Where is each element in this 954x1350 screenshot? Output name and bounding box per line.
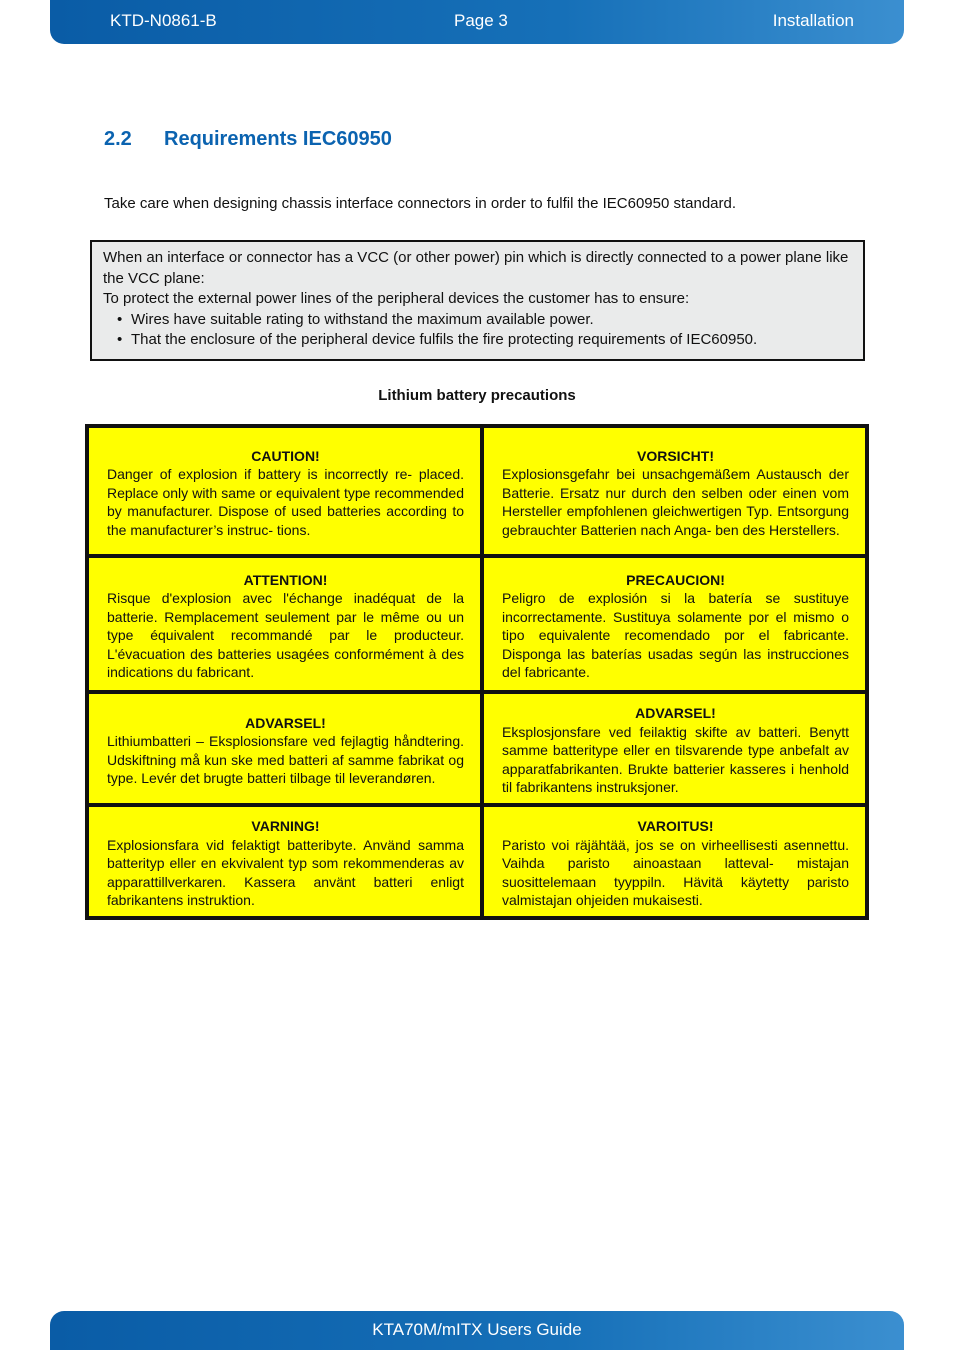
note-bullet: • That the enclosure of the peripheral device fulfils the fire protecting requirements of IEC60950. (131, 330, 852, 351)
precaution-cell-danish (87, 692, 482, 805)
cell-text: Paristo voi räjähtää, jos se on virheellisesti asennettu. Vaihda paristo ainoastaan latteval- mistajan suosittelemaan tyyppiln. Hävitä käytetty paristo valmistajan ohjeiden mukaisesti. (502, 836, 849, 909)
cell-title: ATTENTION! (243, 571, 328, 588)
requirement-note-box (90, 240, 865, 361)
precaution-cell-english (87, 426, 482, 556)
section-title: Requirements IEC60950 (164, 128, 392, 150)
cell-text: Danger of explosion if battery is incorrectly re- placed. Replace only with same or equivalent type recommended by manufacturer. Dispose of used batteries according to the manufacturer’s instruc- tions. (107, 466, 464, 538)
cell-text: Lithiumbatteri – Eksplosionsfare ved fejlagtig håndtering. Udskiftning må kun ske med batteri af samme fabrikat og type. Levér det brugte batteri tilbage til leverandøren. (107, 733, 464, 786)
precaution-cell-finnish (482, 805, 867, 918)
cell-text: Explosionsfara vid felaktigt batteribyte. Använd samma batterityp eller en ekvivalent typ som rekommenderas av apparattillverkaren. Kassera använt batteri enligt fabrikantens instruktion. (107, 836, 464, 909)
note-bullet: • Wires have suitable rating to withstand the maximum available power. (131, 310, 852, 331)
note-bullet-list (103, 310, 852, 351)
precaution-cell-german (482, 426, 867, 556)
intro-paragraph: Take care when designing chassis interface connectors in order to fulfil the IEC60950 standard. (104, 195, 737, 212)
cell-text: Risque d'explosion avec l'échange inadéquat de la batterie. Remplacement seulement par le même ou un type équivalent recommandé par le producteur. L'évacuation des batteries usagées conformément à des indications du fabricant. (107, 590, 464, 680)
section-heading (104, 128, 392, 151)
cell-title: CAUTION! (251, 447, 320, 464)
note-line-1: When an interface or connector has a VCC (or other power) pin which is directly connected to a power plane like the VCC plane: (103, 249, 849, 287)
footer-title: KTA70M/mITX Users Guide (372, 1320, 582, 1339)
cell-text: Eksplosjonsfare ved feilaktig skifte av batteri. Benytt samme batteritype eller en tilsvarende type anbefalt av apparatfabrikanten. Brukte batterier kasseres i henhold til fabrikantens instruksjoner. (502, 723, 849, 796)
page-header (50, 0, 904, 44)
document-id: KTD-N0861-B (110, 11, 217, 30)
page-footer (50, 1311, 904, 1350)
cell-text: Explosionsgefahr bei unsachgemäßem Austausch der Batterie. Ersatz nur durch den selben oder einen vom Hersteller empfohlenen gleichwertigen Typ. Entsorgung gebrauchter Batterien nach Anga- ben des Herstellers. (502, 466, 849, 538)
cell-title: VORSICHT! (637, 447, 714, 464)
cell-title: VARNING! (251, 818, 320, 835)
chapter-title: Installation (772, 11, 854, 30)
section-number: 2.2 (104, 128, 132, 150)
precaution-cell-french (87, 556, 482, 692)
table-caption: Lithium battery precautions (378, 387, 576, 404)
page-number: Page 3 (454, 11, 508, 30)
precaution-cell-spanish (482, 556, 867, 692)
precaution-cell-norwegian (482, 692, 867, 805)
cell-text: Peligro de explosión si la batería se sustituye incorrectamente. Sustituya solamente por el mismo o tipo equivalente recomendado por el fabricante. Disponga las baterías usadas según las instrucciones del fabricante. (502, 590, 849, 680)
precaution-cell-swedish (87, 805, 482, 918)
cell-title: ADVARSEL! (245, 714, 326, 731)
cell-title: VAROITUS! (637, 818, 714, 835)
battery-precautions-table (85, 424, 869, 920)
cell-title: PRECAUCION! (626, 571, 725, 588)
cell-title: ADVARSEL! (635, 705, 716, 722)
note-line-2: To protect the external power lines of the peripheral devices the customer has to ensure: (103, 290, 690, 307)
